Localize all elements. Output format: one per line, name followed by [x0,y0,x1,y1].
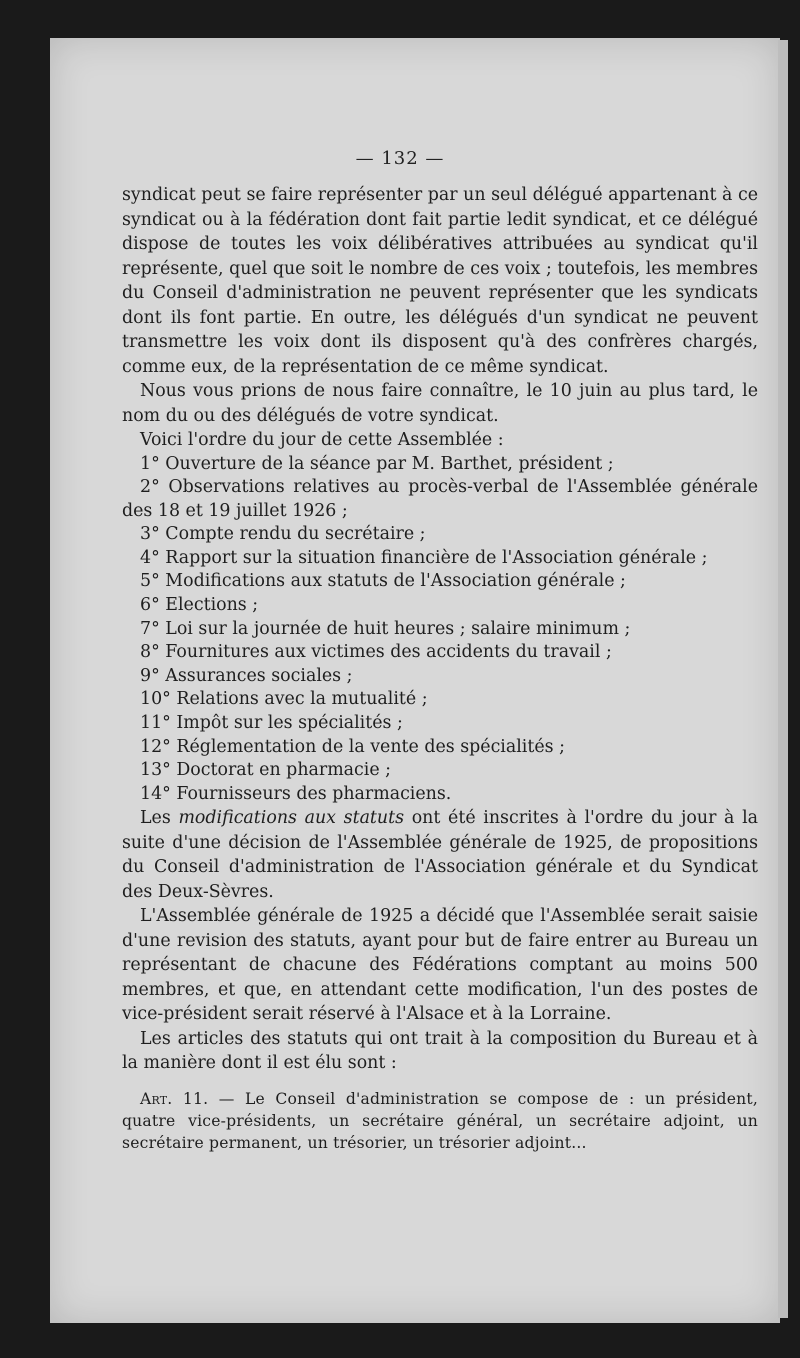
agenda-list [122,453,758,807]
agenda-item: 2° Observations relatives au procès-verbal de l'Assemblée générale des 18 et 19 juillet 1926 ; [122,477,758,521]
agenda-item: 5° Modifications aux statuts de l'Association générale ; [140,571,626,592]
agenda-item: 1° Ouverture de la séance par M. Barthet, président ; [140,453,614,474]
agenda-item: 6° Elections ; [140,595,259,616]
article-text: 11. — Le Conseil d'administration se compose de : un président, quatre vice-présidents, un secrétaire général, un secrétaire adjoint, un secrétaire permanent, un trésorier, un trésorier adjoint... [122,1089,758,1152]
paragraph-agenda-intro: Voici l'ordre du jour de cette Assemblée : [140,430,504,450]
agenda-item: 14° Fournisseurs des pharmaciens. [140,783,452,804]
agenda-item: 7° Loi sur la journée de huit heures ; salaire minimum ; [140,618,631,639]
paragraph-delegates-request: Nous vous prions de nous faire connaître, le 10 juin au plus tard, le nom du ou des délégués de votre syndicat. [122,381,758,426]
agenda-item: 8° Fournitures aux victimes des accidents du travail ; [140,642,612,663]
p4-before: Les [140,808,179,829]
agenda-item: 10° Relations avec la mutualité ; [140,689,428,710]
agenda-item: 9° Assurances sociales ; [140,665,353,686]
p4-emphasis: modifications aux statuts [178,808,405,829]
agenda-item: 4° Rapport sur la situation financière de l'Association générale ; [140,547,708,568]
page-edge [778,40,788,1318]
article-11 [122,1088,758,1154]
document-body [122,118,758,1154]
paragraph-modifications [122,806,758,904]
paragraph-1925-decision: L'Assemblée générale de 1925 a décidé que l'Assemblée serait saisie d'une revision des statuts, ayant pour but de faire entrer au Bureau un représentant de chacune des Fédérations comptant au moins 500 membres, et que, en attendant cette modification, l'un des postes de vice-président serait réservé à l'Alsace et à la Lorraine. [122,906,758,1025]
page-number: — 132 — [355,148,445,169]
agenda-item: 3° Compte rendu du secrétaire ; [140,524,426,545]
p4-after: ont été inscrites à l'ordre du jour à la suite d'une décision de l'Assemblée générale de 1925, de propositions du Conseil d'administration de l'Association générale et du Syndicat des Deux-Sèvres. [122,808,759,902]
agenda-item: 13° Doctorat en pharmacie ; [140,760,392,781]
agenda-item: 11° Impôt sur les spécialités ; [140,713,403,734]
paragraph-syndicat-representation: syndicat peut se faire représenter par un seul délégué appartenant à ce syndicat ou à la fédération dont fait partie ledit syndicat, et ce délégué dispose de toutes les voix délibératives attribuées au syndicat qu'il représente, quel que soit le nombre de ces voix ; toutefois, les membres du Conseil d'administration ne peuvent représenter que les syndicats dont ils font partie. En outre, les délégués d'un syndicat ne peuvent transmettre les voix dont ils disposent qu'à des confrères chargés, comme eux, de la représentation de ce même syndicat. [122,185,758,377]
paragraph-articles-intro: Les articles des statuts qui ont trait à la composition du Bureau et à la manière dont il est élu sont : [122,1028,758,1074]
article-label: Art. [140,1089,173,1108]
agenda-item: 12° Réglementation de la vente des spécialités ; [140,736,565,757]
